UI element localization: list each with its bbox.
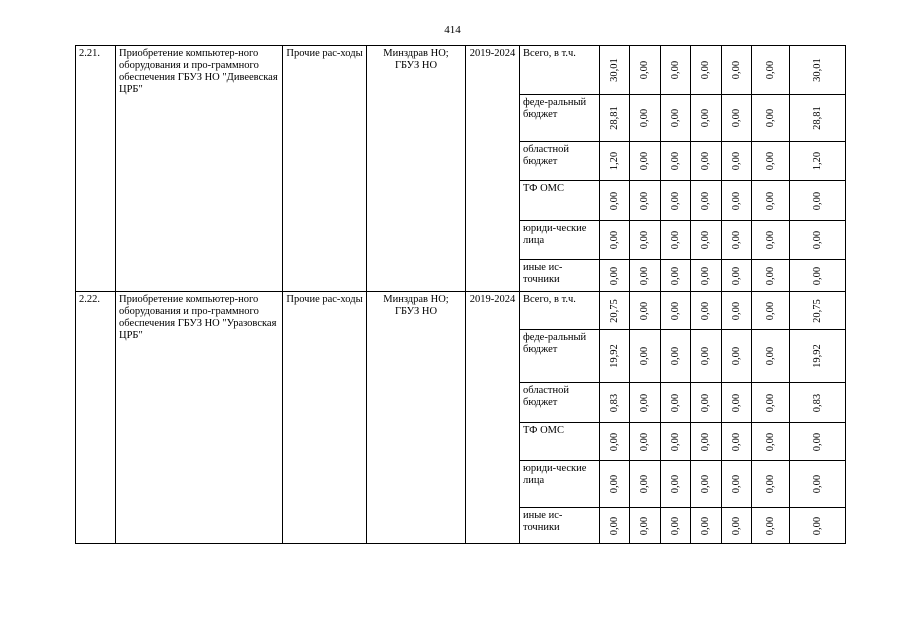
funding-source-label: ТФ ОМС	[520, 181, 600, 221]
funding-value: 0,00	[730, 191, 742, 210]
funding-value: 0,00	[811, 230, 823, 250]
funding-value: 1,20	[811, 151, 823, 171]
funding-value-cell	[722, 461, 752, 508]
funding-value: 0,00	[811, 266, 823, 285]
funding-value: 0,00	[700, 393, 711, 412]
funding-value-cell	[752, 508, 790, 544]
funding-value-cell	[600, 330, 630, 383]
funding-value: 0,00	[700, 60, 711, 80]
funding-source-label: иные ис-точники	[520, 508, 600, 544]
funding-value-cell	[790, 330, 846, 383]
funding-value: 0,00	[669, 301, 681, 320]
funding-source-label: феде-ральный бюджет	[520, 330, 600, 383]
funding-source-label: Всего, в т.ч.	[520, 46, 600, 95]
item-expense-type: Прочие рас-ходы	[283, 292, 367, 544]
funding-value: 19,92	[811, 344, 823, 368]
funding-value-cell	[691, 142, 722, 181]
funding-value: 28,81	[608, 106, 620, 130]
funding-value-cell	[790, 46, 846, 95]
funding-value-cell	[691, 260, 722, 292]
funding-value: 0,00	[639, 151, 650, 171]
funding-value: 0,00	[764, 191, 776, 210]
funding-value-cell	[630, 508, 661, 544]
funding-value: 0,00	[700, 191, 711, 210]
funding-value-cell	[790, 260, 846, 292]
funding-value-cell	[661, 423, 691, 461]
funding-value-cell	[600, 95, 630, 142]
funding-value: 0,00	[639, 393, 650, 412]
funding-value: 0,00	[700, 108, 711, 128]
funding-value-cell	[752, 423, 790, 461]
funding-value-cell	[752, 46, 790, 95]
funding-value-cell	[600, 423, 630, 461]
funding-value: 0,00	[639, 474, 650, 494]
funding-value-cell	[691, 383, 722, 423]
funding-value-cell	[630, 46, 661, 95]
funding-value-cell	[722, 142, 752, 181]
funding-value-cell	[752, 221, 790, 260]
funding-value: 0,83	[608, 393, 620, 412]
funding-value: 30,01	[811, 58, 823, 82]
funding-value-cell	[722, 221, 752, 260]
funding-value: 0,00	[639, 301, 650, 320]
funding-value: 0,00	[730, 266, 742, 285]
funding-value-cell	[661, 46, 691, 95]
funding-value: 0,00	[730, 301, 742, 320]
item-period: 2019-2024	[466, 46, 520, 292]
funding-value: 0,00	[730, 432, 742, 451]
funding-source-label: феде-ральный бюджет	[520, 95, 600, 142]
funding-value: 0,00	[669, 60, 681, 80]
funding-value: 0,00	[639, 230, 650, 250]
funding-value-cell	[752, 181, 790, 221]
funding-value-cell	[691, 461, 722, 508]
funding-source-label: иные ис-точники	[520, 260, 600, 292]
funding-value: 0,00	[669, 230, 681, 250]
funding-value-cell	[630, 423, 661, 461]
item-period: 2019-2024	[466, 292, 520, 544]
item-name: Приобретение компьютер-ного оборудования и про-граммного обеспечения ГБУЗ НО "Уразовская ЦРБ"	[116, 292, 283, 544]
funding-value-cell	[600, 292, 630, 330]
funding-value-cell	[691, 292, 722, 330]
funding-value-cell	[661, 260, 691, 292]
funding-value-cell	[722, 292, 752, 330]
funding-value-cell	[722, 46, 752, 95]
funding-source-label: ТФ ОМС	[520, 423, 600, 461]
funding-source-label: областной бюджет	[520, 142, 600, 181]
funding-value-cell	[790, 461, 846, 508]
funding-value: 0,00	[639, 346, 650, 366]
funding-value: 0,00	[811, 191, 823, 210]
funding-value: 0,00	[730, 393, 742, 412]
funding-value-cell	[722, 508, 752, 544]
page-number: 414	[444, 24, 461, 36]
funding-value: 0,00	[811, 516, 823, 535]
budget-table	[75, 45, 846, 544]
funding-value-cell	[661, 221, 691, 260]
funding-source-label: Всего, в т.ч.	[520, 292, 600, 330]
funding-value: 20,75	[811, 298, 823, 323]
funding-value: 0,00	[730, 108, 742, 128]
funding-value-cell	[691, 181, 722, 221]
funding-value-cell	[722, 181, 752, 221]
funding-value: 0,00	[730, 60, 742, 80]
funding-value-cell	[691, 95, 722, 142]
funding-value-cell	[752, 95, 790, 142]
funding-value: 20,75	[608, 298, 620, 323]
funding-value-cell	[691, 330, 722, 383]
funding-value: 0,00	[764, 516, 776, 535]
funding-value: 0,00	[700, 474, 711, 494]
funding-value-cell	[630, 330, 661, 383]
funding-value-cell	[691, 508, 722, 544]
table-row	[76, 46, 846, 95]
funding-value-cell	[661, 508, 691, 544]
funding-value-cell	[600, 181, 630, 221]
item-executor: Минздрав НО; ГБУЗ НО	[367, 46, 466, 292]
item-expense-type: Прочие рас-ходы	[283, 46, 367, 292]
funding-value-cell	[661, 292, 691, 330]
funding-value: 0,00	[669, 474, 681, 494]
funding-value: 0,00	[669, 516, 681, 535]
funding-value-cell	[790, 221, 846, 260]
funding-value: 0,00	[764, 266, 776, 285]
funding-value-cell	[600, 142, 630, 181]
funding-value-cell	[752, 292, 790, 330]
funding-value-cell	[722, 260, 752, 292]
funding-value-cell	[661, 142, 691, 181]
funding-value: 0,00	[669, 432, 681, 451]
funding-value-cell	[752, 383, 790, 423]
funding-value: 0,00	[608, 516, 620, 535]
funding-value-cell	[661, 330, 691, 383]
funding-value-cell	[790, 423, 846, 461]
funding-value-cell	[752, 142, 790, 181]
funding-value: 0,00	[730, 151, 742, 171]
item-number: 2.21.	[76, 46, 116, 292]
funding-value-cell	[661, 383, 691, 423]
funding-value: 0,00	[764, 301, 776, 320]
funding-value: 0,00	[639, 266, 650, 285]
funding-value-cell	[722, 383, 752, 423]
funding-source-label: юриди-ческие лица	[520, 461, 600, 508]
funding-value: 30,01	[608, 58, 620, 82]
funding-value-cell	[600, 461, 630, 508]
funding-value: 0,00	[639, 108, 650, 128]
funding-value: 0,00	[639, 60, 650, 80]
item-number: 2.22.	[76, 292, 116, 544]
funding-value: 0,00	[639, 516, 650, 535]
funding-value: 0,00	[730, 516, 742, 535]
funding-value: 0,00	[608, 432, 620, 451]
funding-value: 1,20	[608, 151, 620, 171]
funding-value: 0,00	[608, 191, 620, 210]
funding-value: 0,00	[700, 301, 711, 320]
funding-value-cell	[630, 461, 661, 508]
funding-value-cell	[630, 383, 661, 423]
funding-value: 0,00	[764, 230, 776, 250]
funding-value: 0,00	[700, 516, 711, 535]
funding-value-cell	[790, 383, 846, 423]
funding-value-cell	[630, 181, 661, 221]
funding-value: 0,00	[764, 474, 776, 494]
funding-value: 0,00	[639, 432, 650, 451]
item-executor: Минздрав НО; ГБУЗ НО	[367, 292, 466, 544]
funding-value: 0,00	[764, 432, 776, 451]
funding-value-cell	[691, 423, 722, 461]
funding-source-label: областной бюджет	[520, 383, 600, 423]
funding-value: 0,00	[608, 474, 620, 494]
funding-value: 0,00	[700, 432, 711, 451]
funding-value-cell	[630, 260, 661, 292]
funding-value: 0,00	[730, 230, 742, 250]
funding-value: 0,00	[700, 346, 711, 366]
funding-value-cell	[600, 46, 630, 95]
funding-value: 0,00	[669, 151, 681, 171]
item-name: Приобретение компьютер-ного оборудования и про-граммного обеспечения ГБУЗ НО "Дивеевская ЦРБ"	[116, 46, 283, 292]
funding-value-cell	[752, 260, 790, 292]
funding-value: 0,00	[700, 266, 711, 285]
funding-value-cell	[600, 508, 630, 544]
table-row	[76, 292, 846, 330]
funding-value-cell	[691, 221, 722, 260]
funding-value: 0,00	[669, 108, 681, 128]
funding-value-cell	[722, 95, 752, 142]
funding-value-cell	[600, 221, 630, 260]
funding-value-cell	[661, 95, 691, 142]
funding-value: 0,00	[669, 191, 681, 210]
funding-value-cell	[630, 95, 661, 142]
funding-value-cell	[600, 383, 630, 423]
funding-value-cell	[661, 461, 691, 508]
funding-value: 0,00	[764, 151, 776, 171]
funding-value: 28,81	[811, 106, 823, 130]
funding-value-cell	[630, 142, 661, 181]
funding-value-cell	[630, 221, 661, 260]
funding-value: 0,00	[608, 266, 620, 285]
funding-value: 0,00	[639, 191, 650, 210]
funding-value-cell	[752, 330, 790, 383]
funding-value-cell	[790, 292, 846, 330]
funding-value: 0,83	[811, 393, 823, 412]
funding-value: 0,00	[669, 346, 681, 366]
funding-value: 0,00	[764, 393, 776, 412]
funding-value: 0,00	[764, 60, 776, 80]
funding-value-cell	[752, 461, 790, 508]
funding-value: 0,00	[730, 346, 742, 366]
funding-value-cell	[661, 181, 691, 221]
funding-value: 0,00	[700, 151, 711, 171]
funding-value-cell	[630, 292, 661, 330]
funding-value-cell	[691, 46, 722, 95]
funding-value: 0,00	[700, 230, 711, 250]
funding-value-cell	[790, 142, 846, 181]
funding-value: 0,00	[764, 346, 776, 366]
funding-source-label: юриди-ческие лица	[520, 221, 600, 260]
funding-value: 0,00	[608, 230, 620, 250]
funding-value: 19,92	[608, 344, 620, 368]
funding-value: 0,00	[764, 108, 776, 128]
funding-value: 0,00	[811, 432, 823, 451]
funding-value: 0,00	[811, 474, 823, 494]
funding-value: 0,00	[669, 266, 681, 285]
funding-value-cell	[722, 330, 752, 383]
funding-value-cell	[600, 260, 630, 292]
funding-value-cell	[722, 423, 752, 461]
funding-value-cell	[790, 508, 846, 544]
funding-value-cell	[790, 95, 846, 142]
funding-value: 0,00	[669, 393, 681, 412]
funding-value: 0,00	[730, 474, 742, 494]
funding-value-cell	[790, 181, 846, 221]
